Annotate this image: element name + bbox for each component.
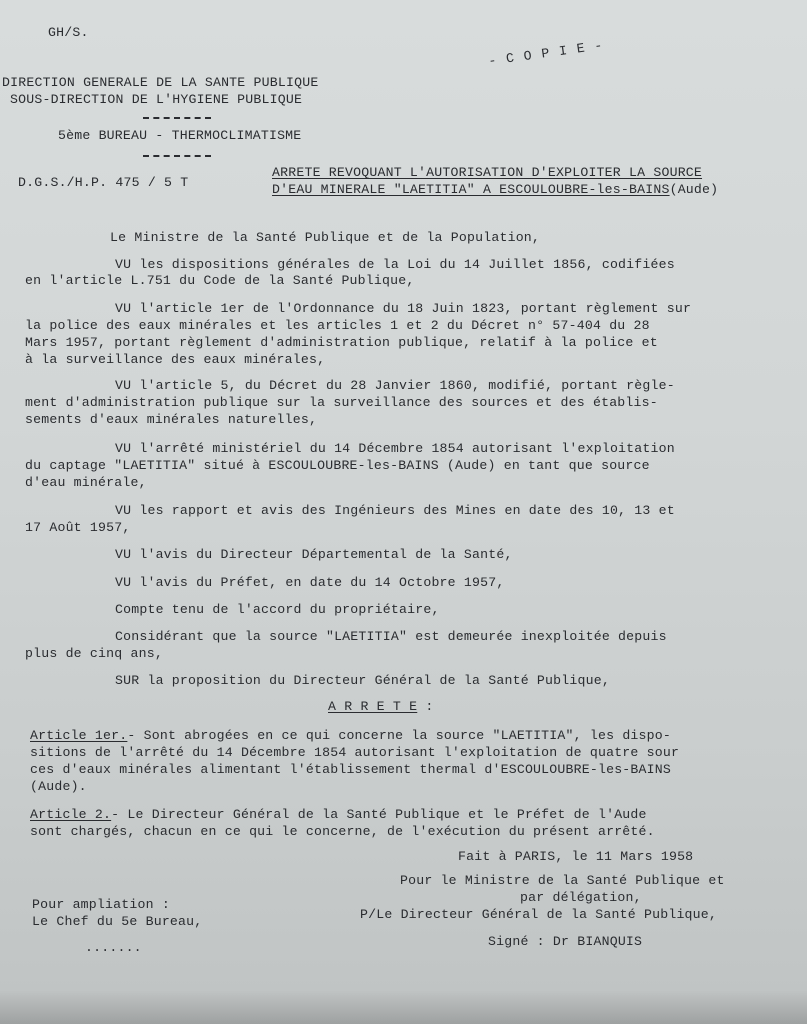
vu4-line-b: du captage "LAETITIA" situé à ESCOULOUBRE-les-BAINS (Aude) en tant que source (25, 458, 650, 473)
considerant-line-a: Considérant que la source "LAETITIA" est demeurée inexploitée depuis (115, 629, 667, 644)
reference-initials: GH/S. (48, 25, 89, 40)
vu3-line-a: VU l'article 5, du Décret du 28 Janvier 1860, modifié, portant règle- (115, 378, 675, 393)
minister-line: Le Ministre de la Santé Publique et de la Population, (110, 230, 541, 245)
signature-dots: ....... (85, 940, 142, 955)
vu2-line-b: la police des eaux minérales et les articles 1 et 2 du Décret n° 57-404 du 28 (25, 318, 650, 333)
vu5-line-b: 17 Août 1957, (25, 520, 131, 535)
ampliation-line: Pour ampliation : (32, 897, 170, 912)
org-line-2: SOUS-DIRECTION DE L'HYGIENE PUBLIQUE (10, 92, 303, 107)
article-1-line-a: - Sont abrogées en ce qui concerne la source "LAETITIA", les dispo- (127, 728, 671, 743)
vu5-line-a: VU les rapport et avis des Ingénieurs des Mines en date des 10, 13 et (115, 503, 675, 518)
article-1-line-d: (Aude). (30, 779, 87, 794)
signe-line: Signé : Dr BIANQUIS (488, 934, 643, 949)
article-2-label: Article 2. (30, 807, 112, 822)
arrete-colon: : (417, 699, 434, 714)
vu3-line-b: ment d'administration publique sur la surveillance des sources et des établis- (25, 395, 658, 410)
vu4-line-c: d'eau minérale, (25, 475, 147, 490)
article-1-line-c: ces d'eaux minérales alimentant l'établissement thermal d'ESCOULOUBRE-les-BAINS (30, 762, 671, 777)
sur-line: SUR la proposition du Directeur Général de la Santé Publique, (115, 673, 610, 688)
vu2-line-c: Mars 1957, portant règlement d'administration publique, relatif à la police et (25, 335, 658, 350)
vu3-line-c: sements d'eaux minérales naturelles, (25, 412, 318, 427)
pour-ministre-line: Pour le Ministre de la Santé Publique et (400, 873, 725, 888)
org-line-1: DIRECTION GENERALE DE LA SANTE PUBLIQUE (2, 75, 319, 90)
vu6-line: VU l'avis du Directeur Départemental de la Santé, (115, 547, 513, 562)
vu1-line-b: en l'article L.751 du Code de la Santé Publique, (25, 273, 415, 288)
compte-line: Compte tenu de l'accord du propriétaire, (115, 602, 440, 617)
subject-suffix: (Aude) (669, 182, 719, 197)
copie-stamp: - C O P I E - (487, 38, 605, 69)
divider-1 (143, 117, 211, 119)
chef-bureau-line: Le Chef du 5e Bureau, (32, 914, 203, 929)
vu7-line: VU l'avis du Préfet, en date du 14 Octobre 1957, (115, 575, 505, 590)
document-reference: D.G.S./H.P. 475 / 5 T (18, 175, 189, 190)
delegation-line: par délégation, (520, 890, 642, 905)
fait-line: Fait à PARIS, le 11 Mars 1958 (458, 849, 694, 864)
divider-2 (143, 155, 211, 157)
bureau-label: 5ème BUREAU - THERMOCLIMATISME (58, 128, 302, 143)
subject-line-2: D'EAU MINERALE "LAETITIA" A ESCOULOUBRE-les-BAINS (272, 182, 670, 197)
directeur-line: P/Le Directeur Général de la Santé Publique, (360, 907, 718, 922)
vu2-line-d: à la surveillance des eaux minérales, (25, 352, 326, 367)
vu4-line-a: VU l'arrêté ministériel du 14 Décembre 1854 autorisant l'exploitation (115, 441, 675, 456)
page-bottom-shadow (0, 990, 807, 1024)
article-2-line-a: - Le Directeur Général de la Santé Publique et le Préfet de l'Aude (111, 807, 647, 822)
vu1-line-a: VU les dispositions générales de la Loi du 14 Juillet 1856, codifiées (115, 257, 675, 272)
subject-line-1: ARRETE REVOQUANT L'AUTORISATION D'EXPLOITER LA SOURCE (272, 165, 703, 180)
article-1-label: Article 1er. (30, 728, 128, 743)
article-2-line-b: sont chargés, chacun en ce qui le concerne, de l'exécution du présent arrêté. (30, 824, 655, 839)
vu2-line-a: VU l'article 1er de l'Ordonnance du 18 Juin 1823, portant règlement sur (115, 301, 692, 316)
considerant-line-b: plus de cinq ans, (25, 646, 163, 661)
arrete-heading: A R R E T E (328, 699, 418, 714)
article-1-line-b: sitions de l'arrêté du 14 Décembre 1854 autorisant l'exploitation de quatre sour (30, 745, 680, 760)
